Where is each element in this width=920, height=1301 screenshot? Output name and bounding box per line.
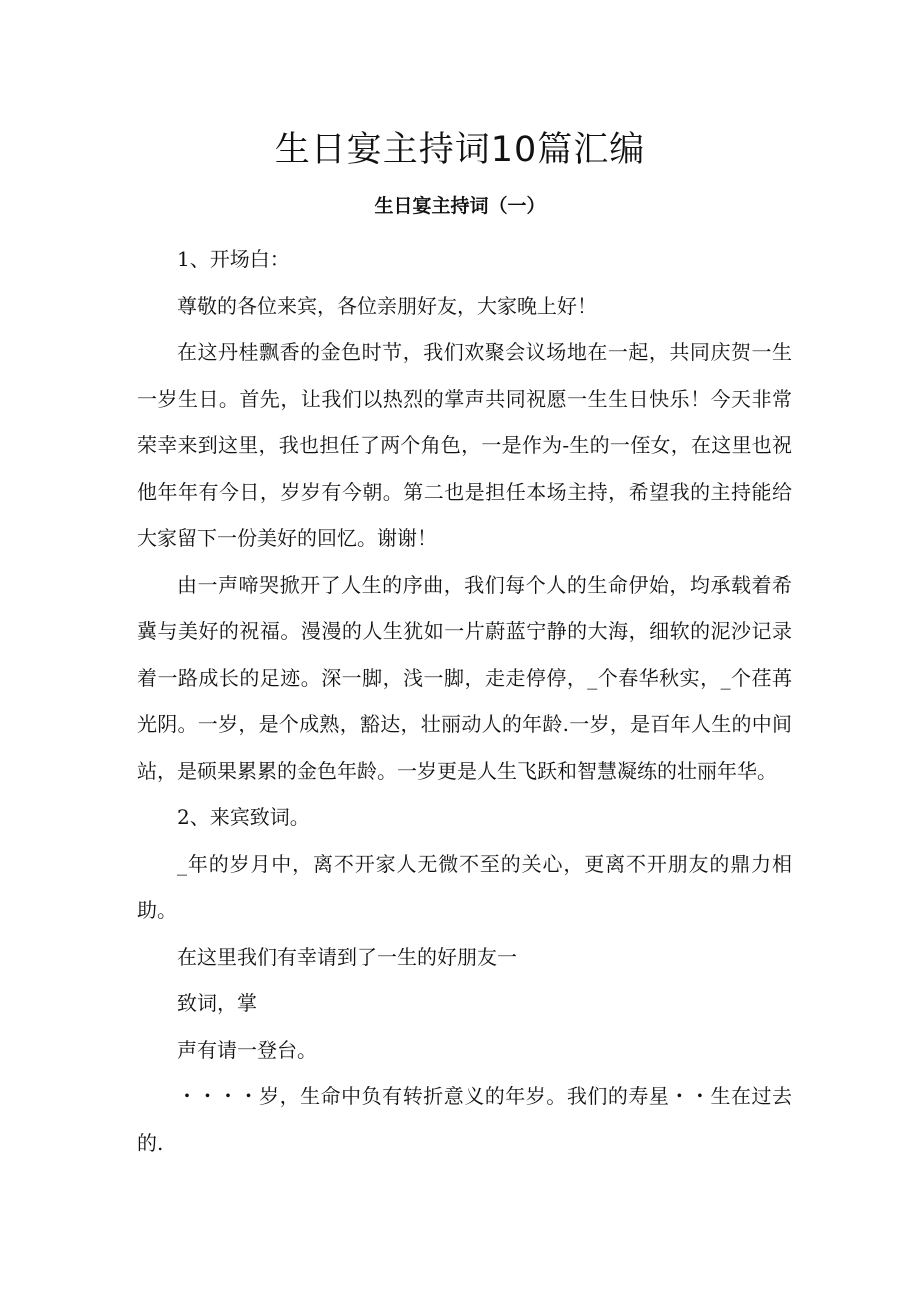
- paragraph-family-friends: _年的岁月中，离不开家人无微不至的关心，更离不开朋友的鼎力相助。: [137, 851, 792, 922]
- paragraph-invite-stage: 声有请一登台。: [177, 1037, 317, 1062]
- paragraph-age-meaning: ・・・・岁，生命中负有转折意义的年岁。我们的寿星・・生在过去的.: [137, 1084, 792, 1155]
- paragraph-intro: 在这丹桂飘香的金色时节，我们欢聚会议场地在一起，共同庆贺一生一岁生日。首先，让我们以热烈的掌声共同祝愿一生生日快乐！今天非常荣幸来到这里，我也担任了两个角色，一是作为-生的一侄女，在这里也祝他年年有今日，岁岁有今朝。第二也是担任本场主持，希望我的主持能给大家留下一份美好的回忆。谢谢！: [137, 340, 792, 550]
- paragraph-guest-speech-heading: 2、来宾致词。: [177, 805, 310, 829]
- paragraph-invite-friend: 在这里我们有幸请到了一生的好朋友一: [177, 944, 517, 969]
- paragraph-opening-heading: 1、开场白：: [177, 247, 290, 271]
- paragraph-greeting: 尊敬的各位来宾，各位亲朋好友，大家晚上好！: [177, 293, 597, 318]
- document-body: [137, 236, 792, 1166]
- paragraph-life-reflection: 由一声啼哭掀开了人生的序曲，我们每个人的生命伊始，均承载着希冀与美好的祝福。漫漫的人生犹如一片蔚蓝宁静的大海，细软的泥沙记录着一路成长的足迹。深一脚，浅一脚，走走停停，_个春华秋实，_个荏苒光阴。一岁，是个成熟，豁达，壮丽动人的年龄.一岁，是百年人生的中间站，是硕果累累的金色年龄。一岁更是人生飞跃和智慧凝练的壮丽年华。: [137, 572, 792, 783]
- paragraph-speech-applause: 致词，掌: [177, 991, 257, 1015]
- document-title: 生日宴主持词10篇汇编: [274, 130, 646, 170]
- section-subtitle: 生日宴主持词（一）: [374, 195, 546, 217]
